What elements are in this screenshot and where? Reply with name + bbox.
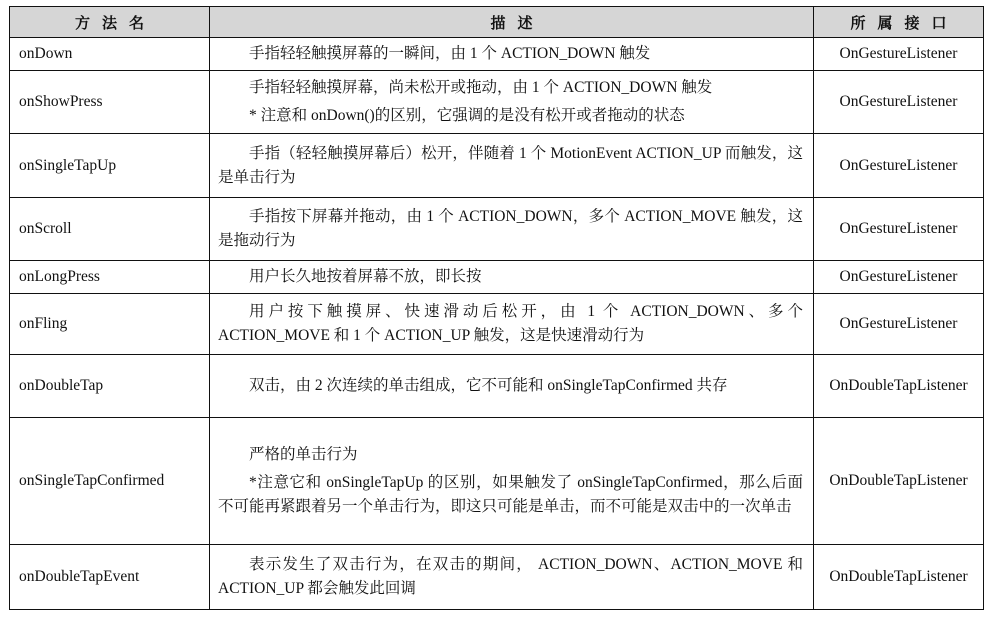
- interface-cell: OnDoubleTapListener: [814, 418, 984, 545]
- description-cell: [210, 294, 814, 355]
- interface-cell: OnGestureListener: [814, 71, 984, 134]
- table-row: [10, 545, 984, 610]
- description-text: 用户按下触摸屏、快速滑动后松开，由 1 个 ACTION_DOWN、多个 ACTION_MOVE 和 1 个 ACTION_UP 触发，这是快速滑动行为: [218, 303, 803, 344]
- header-interface: [814, 7, 984, 38]
- table-body: [10, 38, 984, 610]
- description-cell: [210, 134, 814, 198]
- header-method-name: [10, 7, 210, 38]
- method-cell: onDoubleTap: [10, 355, 210, 418]
- method-cell: onDown: [10, 38, 210, 71]
- description-text: 严格的单击行为: [249, 446, 358, 463]
- table-row: [10, 198, 984, 261]
- table-row: [10, 418, 984, 545]
- method-cell: onDoubleTapEvent: [10, 545, 210, 610]
- header-description: [210, 7, 814, 38]
- description-cell: [210, 198, 814, 261]
- method-cell: onFling: [10, 294, 210, 355]
- interface-cell: OnDoubleTapListener: [814, 545, 984, 610]
- method-cell: onShowPress: [10, 71, 210, 134]
- method-cell: onLongPress: [10, 261, 210, 294]
- header-interface-label: 所属接口: [850, 13, 959, 32]
- interface-cell: OnDoubleTapListener: [814, 355, 984, 418]
- description-text: 手指（轻轻触摸屏幕后）松开，伴随着 1 个 MotionEvent ACTION_UP 而触发，这是单击行为: [218, 144, 803, 186]
- method-cell: onScroll: [10, 198, 210, 261]
- header-description-label: 描述: [490, 13, 545, 32]
- gesture-methods-table: [9, 6, 984, 610]
- description-text: 手指轻轻触摸屏幕，尚未松开或拖动，由 1 个 ACTION_DOWN 触发: [249, 79, 713, 96]
- interface-cell: OnGestureListener: [814, 261, 984, 294]
- table-row: [10, 355, 984, 418]
- table-row: [10, 38, 984, 71]
- table-row: [10, 71, 984, 134]
- description-cell: [210, 261, 814, 294]
- description-cell: [210, 38, 814, 71]
- description-note: *注意它和 onSingleTapUp 的区别，如果触发了 onSingleTapConfirmed，那么后面不可能再紧跟着另一个单击行为，即这只可能是单击，而不可能是双击中的一次单击: [218, 474, 803, 515]
- table-row: [10, 134, 984, 198]
- interface-cell: OnGestureListener: [814, 38, 984, 71]
- description-cell: [210, 355, 814, 418]
- method-cell: onSingleTapUp: [10, 134, 210, 198]
- description-cell: [210, 545, 814, 610]
- description-text: 表示发生了双击行为，在双击的期间， ACTION_DOWN、ACTION_MOVE 和 ACTION_UP 都会触发此回调: [218, 556, 803, 597]
- description-text: 用户长久地按着屏幕不放，即长按: [249, 268, 482, 285]
- description-note: * 注意和 onDown()的区别，它强调的是没有松开或者拖动的状态: [249, 107, 685, 124]
- interface-cell: OnGestureListener: [814, 134, 984, 198]
- description-text: 手指轻轻触摸屏幕的一瞬间，由 1 个 ACTION_DOWN 触发: [249, 45, 651, 62]
- header-row: [10, 7, 984, 38]
- interface-cell: OnGestureListener: [814, 294, 984, 355]
- description-cell: [210, 71, 814, 134]
- table-header: [10, 7, 984, 38]
- description-cell: [210, 418, 814, 545]
- table-row: [10, 294, 984, 355]
- header-method-name-label: 方法名: [74, 13, 156, 32]
- method-cell: onSingleTapConfirmed: [10, 418, 210, 545]
- table-row: [10, 261, 984, 294]
- description-text: 双击，由 2 次连续的单击组成，它不可能和 onSingleTapConfirmed 共存: [249, 377, 728, 394]
- description-text: 手指按下屏幕并拖动，由 1 个 ACTION_DOWN，多个 ACTION_MOVE 触发，这是拖动行为: [218, 208, 803, 249]
- interface-cell: OnGestureListener: [814, 198, 984, 261]
